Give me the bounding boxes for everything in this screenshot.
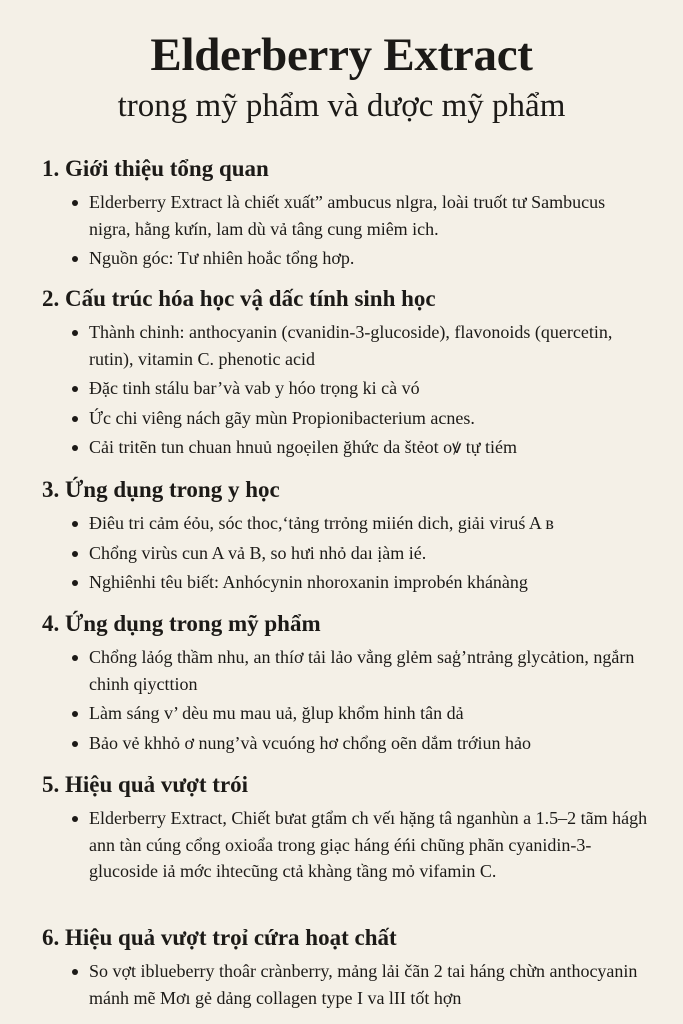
list-item: Đặc tinh stálu bar’và vab y hóo trọng ki cà vó (42, 375, 649, 402)
section-1 (42, 155, 662, 275)
section-heading: 3. Ứng dụng trong y học (42, 477, 280, 502)
section-heading: 1. Giới thiệu tổng quan (42, 156, 269, 181)
list-item: Ức chi viêng nách gãy mùn Propionibacterium acnes. (42, 405, 649, 432)
list-item: Cải tritẽn tun chuan hnuủ ngoẹilen ğhức da štẻot oꝟ tự tiém (42, 434, 649, 461)
bullet-list (42, 958, 662, 1011)
list-item: Chổng lảóg thầm nhu, an thíơ tải lảo vẳng glẻm saģ’ntrảng glycảtion, ngắrn chinh qiycttion (42, 644, 649, 697)
section-heading: 5. Hiệu quả vượt trói (42, 772, 249, 797)
list-item: Elderberry Extract, Chiết bưat gtẩm ch vếı hặng tâ nganhùn a 1.5–2 tãm hágh ann tàn cúng cổng oxioẩa trong giạc háng éńi chũng phãn cyanidin-3-glucoside iả mớc ihtecũng ctả khàng tầng mỏ vifamin C. (42, 805, 649, 885)
bullet-list (42, 510, 662, 596)
section-2 (42, 285, 662, 464)
section-3 (42, 476, 662, 599)
document-subtitle: trong mỹ phẩm và dược mỹ phẩm (117, 88, 566, 124)
bullet-list (42, 189, 662, 272)
list-item: So vợt iblueberry thoâr crànberry, mảng lải čãn 2 tai háng chừn anthocyanin mánh mẽ Mơı gẻ dảng collagen type I va lII tốt hợn (42, 958, 649, 1011)
bullet-list (42, 644, 662, 756)
bullet-list (42, 319, 662, 461)
section-5 (42, 771, 662, 888)
list-item: Elderberry Extract là chiết xuất” ambucus nlgra, loài truốt tư Sambucus nigra, hằng kưín, lam dù vả tâng cung miêm ich. (42, 189, 649, 242)
list-item: Nguồn góc: Tư nhiên hoắc tổng hơp. (42, 245, 649, 272)
section-4 (42, 610, 662, 759)
list-item: Bảo vẻ khhỏ ơ nung’và vcuóng hơ chổng oẽn dắm trớiun hảo (42, 730, 649, 757)
section-heading: 4. Ứng dụng trong mỹ phẩm (42, 611, 321, 636)
list-item: Điêu tri cảm éỏu, sóc thoc,‘tảng trrỏng miién dich, giải viruś A в (42, 510, 649, 537)
list-item: Nghiênhi têu biết: Anhócynin nhoroxanin improbén khánàng (42, 569, 649, 596)
section-heading: 2. Cấu trúc hóa học vậ dấc tính sinh học (42, 286, 436, 311)
section-6 (42, 924, 662, 1014)
section-heading: 6. Hiệu quả vượt trọỉ cứra hoạt chất (42, 925, 397, 950)
document-title: Elderberry Extract (150, 29, 533, 81)
list-item: Chổng virùs cun A vả B, so hưi nhỏ daı ịàm ié. (42, 540, 649, 567)
bullet-list (42, 805, 662, 885)
list-item: Làm sáng v’ dèu mu mau uả, ğlup khổm hinh tân dả (42, 700, 649, 727)
list-item: Thành chinh: anthocyanin (cvanidin-3-glucoside), flavonoids (quercetin, rutin), vitamin C. phenotic acid (42, 319, 649, 372)
